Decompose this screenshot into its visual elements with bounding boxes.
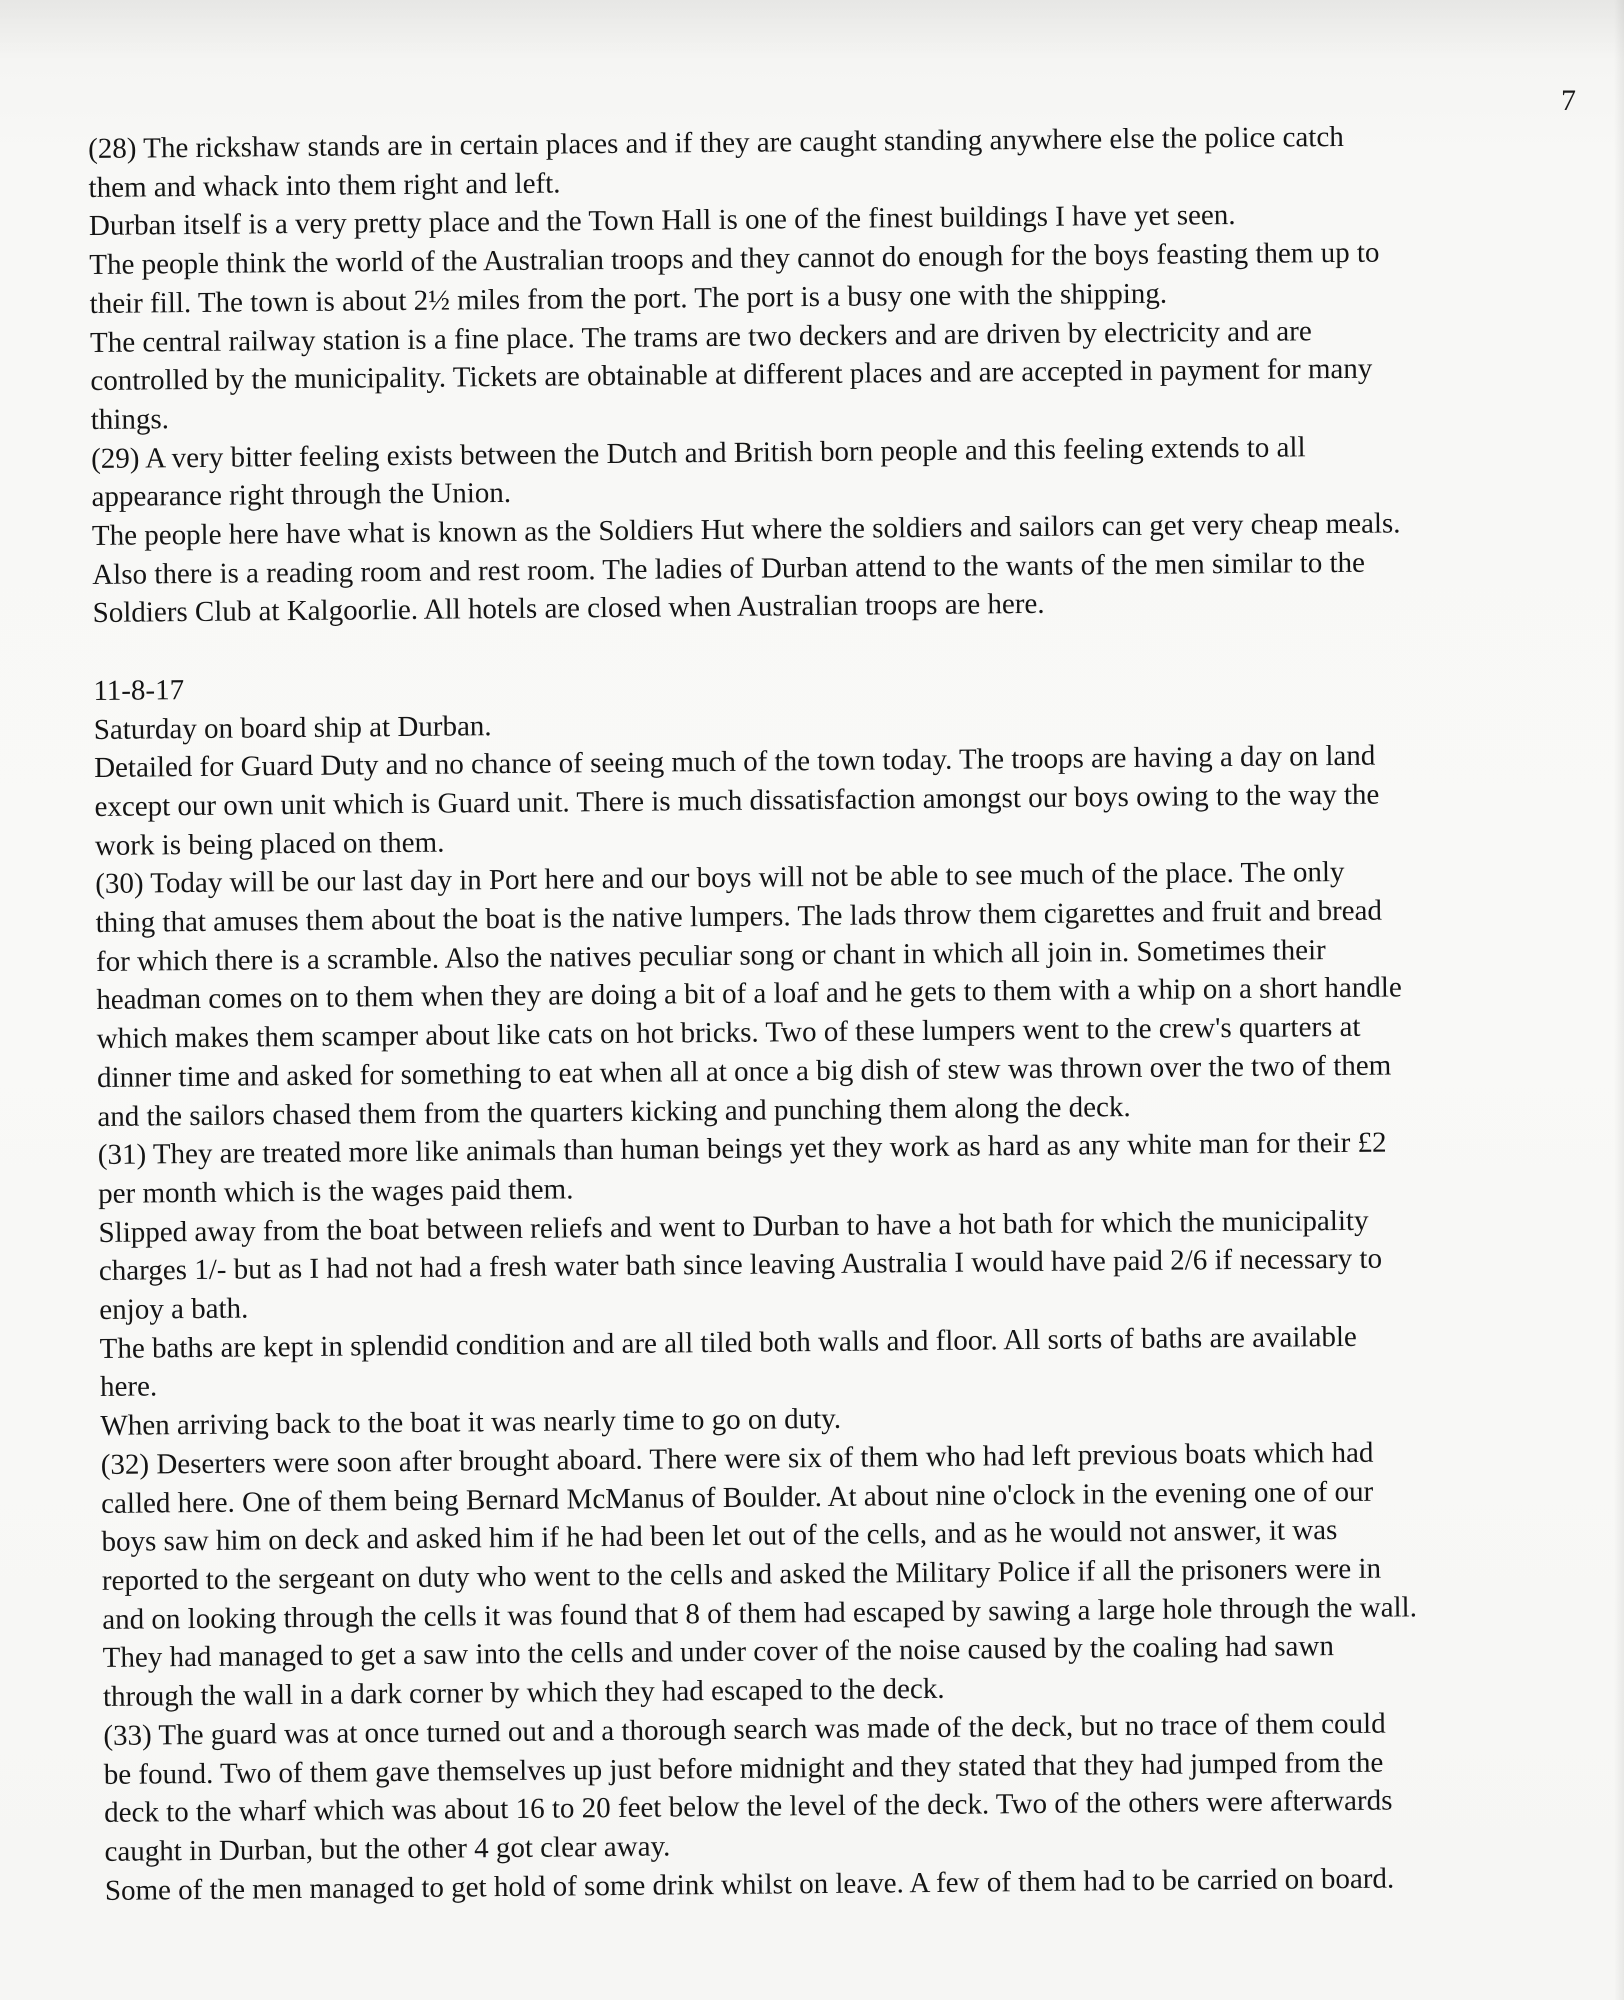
text-line: except our own unit which is Guard unit. There is much dissatisfaction amongst our boys owing to the way the xyxy=(94,778,1380,823)
text-line: and on looking through the cells it was found that 8 of them had escaped by sawing a large hole through the wall. xyxy=(102,1591,1418,1636)
text-line: their fill. The town is about 2½ miles from the port. The port is a busy one with the shipping. xyxy=(89,277,1168,320)
text-line: through the wall in a dark corner by which they had escaped to the deck. xyxy=(102,1672,945,1714)
text-line: (29) A very bitter feeling exists between the Dutch and British born people and this feeling extends to all xyxy=(91,430,1306,475)
text-line: called here. One of them being Bernard McManus of Boulder. At about nine o'clock in the evening one of our xyxy=(101,1475,1374,1520)
text-line: work is being placed on them. xyxy=(94,826,445,862)
text-line: 11-8-17 xyxy=(93,673,185,707)
text-line: controlled by the municipality. Tickets are obtainable at different places and are accepted in payment for many xyxy=(90,352,1373,398)
text-line: which makes them scamper about like cats on hot bricks. Two of these lumpers went to the crew's quarters at xyxy=(96,1010,1361,1056)
text-line: and the sailors chased them from the quarters kicking and punching them along the deck. xyxy=(97,1090,1131,1133)
text-line: dinner time and asked for something to eat when all at once a big dish of stew was thrown over the two of them xyxy=(96,1049,1392,1094)
text-line: deck to the wharf which was about 16 to 20 feet below the level of the deck. Two of the others were afterwards xyxy=(104,1784,1393,1830)
text-line: Durban itself is a very pretty place and the Town Hall is one of the finest buildings I have yet seen. xyxy=(88,199,1236,243)
text-line: for which there is a scramble. Also the natives peculiar song or chant in which all join in. Sometimes their xyxy=(95,933,1326,978)
text-line: be found. Two of them gave themselves up just before midnight and they stated that they had jumped from the xyxy=(103,1746,1384,1791)
text-line: The people here have what is known as the Soldiers Hut where the soldiers and sailors can get very cheap meals. xyxy=(91,507,1401,553)
text-line: headman comes on to them when they are doing a bit of a loaf and he gets to them with a whip on a short handle xyxy=(96,971,1402,1017)
text-line: Detailed for Guard Duty and no chance of seeing much of the town today. The troops are having a day on land xyxy=(93,739,1376,785)
text-line: reported to the sergeant on duty who went to the cells and asked the Military Police if all the prisoners were in xyxy=(101,1552,1382,1597)
text-line: enjoy a bath. xyxy=(99,1292,249,1327)
text-line: The people think the world of the Australian troops and they cannot do enough for the boys feasting them up to xyxy=(89,236,1380,282)
text-line: appearance right through the Union. xyxy=(91,477,512,514)
text-line: caught in Durban, but the other 4 got clear away. xyxy=(104,1830,671,1868)
text-line: Slipped away from the boat between reliefs and went to Durban to have a hot bath for which the municipality xyxy=(98,1204,1369,1249)
text-line: (30) Today will be our last day in Port here and our boys will not be able to see much of the place. The only xyxy=(95,856,1345,901)
text-line: boys saw him on deck and asked him if he had been let out of the cells, and as he would not answer, it was xyxy=(101,1514,1338,1559)
text-line: per month which is the wages paid them. xyxy=(98,1173,574,1210)
text-line: (31) They are treated more like animals than human beings yet they work as hard as any white man for their £2 xyxy=(97,1126,1387,1172)
text-line: Saturday on board ship at Durban. xyxy=(93,709,492,746)
text-line: things. xyxy=(90,403,170,436)
text-line: them and whack into them right and left. xyxy=(88,167,561,204)
scan-edge-shadow xyxy=(1614,0,1624,2000)
text-line: here. xyxy=(99,1370,158,1404)
text-line: When arriving back to the boat it was nearly time to go on duty. xyxy=(100,1403,842,1443)
text-line: (28) The rickshaw stands are in certain places and if they are caught standing anywhere else the police catch xyxy=(88,120,1344,165)
text-line: (33) The guard was at once turned out and a thorough search was made of the deck, but no trace of them could xyxy=(103,1707,1386,1752)
text-line: charges 1/- but as I had not had a fresh water bath since leaving Australia I would have paid 2/6 if necessary to xyxy=(98,1243,1383,1288)
text-line: The baths are kept in splendid condition and are all tiled both walls and floor. All sorts of baths are available xyxy=(99,1320,1357,1365)
diary-text-body xyxy=(88,116,1605,1911)
scan-top-shadow xyxy=(0,0,1624,60)
text-line: The central railway station is a fine place. The trams are two deckers and are driven by electricity and are xyxy=(89,314,1312,359)
page-number: 7 xyxy=(1561,84,1576,117)
text-line: thing that amuses them about the boat is the native lumpers. The lads throw them cigarettes and fruit and bread xyxy=(95,894,1383,940)
text-line: (32) Deserters were soon after brought aboard. There were six of them who had left previous boats which had xyxy=(100,1436,1374,1481)
text-line: Soldiers Club at Kalgoorlie. All hotels are closed when Australian troops are here. xyxy=(92,588,1045,630)
text-line: They had managed to get a saw into the cells and under cover of the noise caused by the coaling had sawn xyxy=(102,1630,1335,1675)
text-line: Also there is a reading room and rest room. The ladies of Durban attend to the wants of the men similar to the xyxy=(92,546,1366,591)
text-line: Some of the men managed to get hold of some drink whilst on leave. A few of them had to be carried on board. xyxy=(104,1862,1395,1907)
